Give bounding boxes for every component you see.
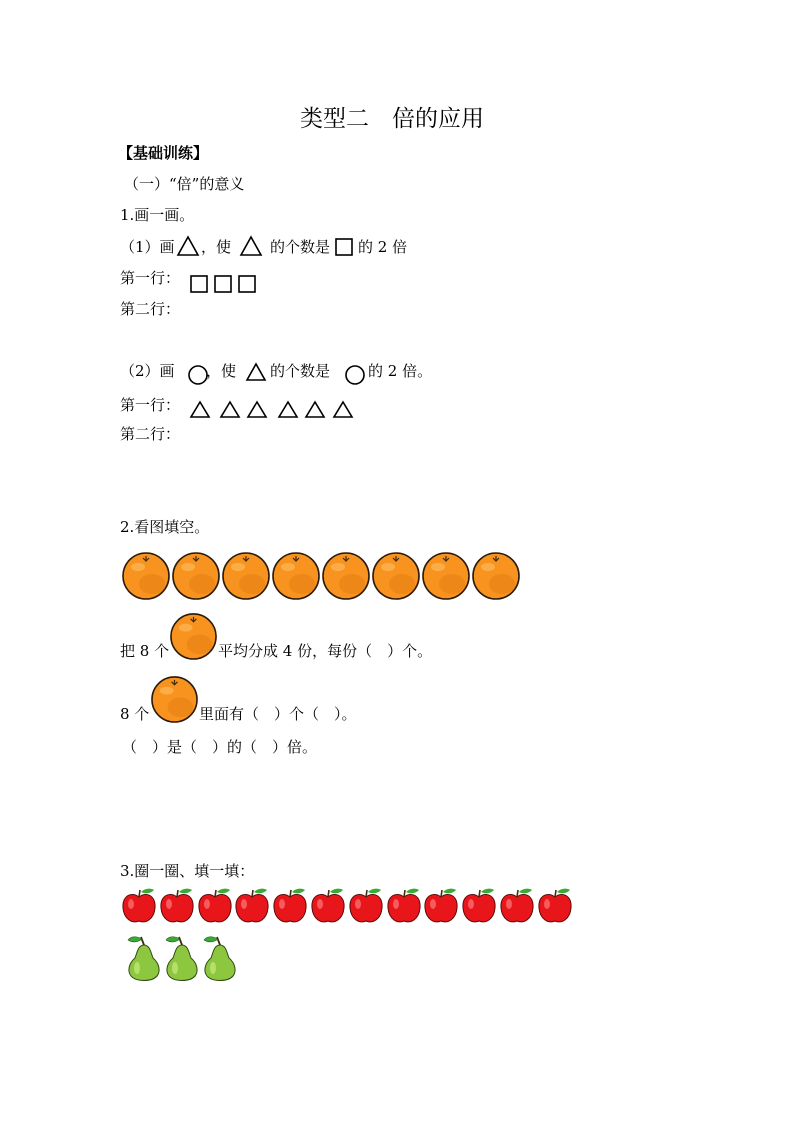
orange-icon bbox=[150, 674, 199, 727]
apple-icon bbox=[197, 887, 233, 929]
orange-icon bbox=[471, 550, 521, 604]
q1s1-text-2: ，使 bbox=[201, 238, 232, 256]
apple-icon bbox=[272, 887, 308, 929]
orange-icon bbox=[371, 550, 421, 604]
square-icon bbox=[335, 238, 353, 256]
question-2-title: 2.看图填空。 bbox=[120, 518, 210, 536]
apple-icon bbox=[423, 887, 459, 929]
pear-icon bbox=[163, 935, 201, 987]
q1s2-text-3: 的个数是 bbox=[270, 362, 331, 380]
triangle-icon bbox=[278, 401, 298, 418]
apple-icon bbox=[537, 887, 573, 929]
q2-line2-b: 里面有（ ）个（ ）。 bbox=[199, 705, 357, 723]
apple-icon bbox=[348, 887, 384, 929]
q2-line1-a: 把 8 个 bbox=[120, 642, 170, 660]
apple-icon bbox=[386, 887, 422, 929]
triangle-icon bbox=[305, 401, 325, 418]
section-heading: 【基础训练】 bbox=[118, 144, 209, 162]
circle-icon bbox=[188, 365, 208, 385]
apple-icon bbox=[310, 887, 346, 929]
orange-icon bbox=[321, 550, 371, 604]
orange-icon bbox=[271, 550, 321, 604]
triangle-icon bbox=[190, 401, 210, 418]
q1s1-text-3: 的个数是 bbox=[270, 238, 331, 256]
pear-icon bbox=[201, 935, 239, 987]
part-heading: （一）“倍”的意义 bbox=[124, 175, 245, 193]
triangle-icon bbox=[240, 236, 262, 256]
orange-icon bbox=[221, 550, 271, 604]
q2-line1-b: 平均分成 4 份，每份（ ）个。 bbox=[218, 642, 433, 660]
q1s2-text-2: ，使 bbox=[206, 362, 237, 380]
q1s1-text-4: 的 2 倍 bbox=[358, 238, 408, 256]
q1s1-row1-label: 第一行： bbox=[120, 269, 181, 287]
square-icon bbox=[214, 275, 232, 293]
square-icon bbox=[238, 275, 256, 293]
orange-icon bbox=[171, 550, 221, 604]
orange-icon bbox=[421, 550, 471, 604]
orange-icon bbox=[169, 611, 218, 664]
pear-icon bbox=[125, 935, 163, 987]
apple-icon bbox=[499, 887, 535, 929]
triangle-icon bbox=[333, 401, 353, 418]
circle-icon bbox=[345, 365, 365, 385]
question-3-title: 3.圈一圈、填一填： bbox=[120, 862, 255, 880]
square-icon bbox=[190, 275, 208, 293]
q1s2-text-4: 的 2 倍。 bbox=[368, 362, 433, 380]
apple-icon bbox=[159, 887, 195, 929]
triangle-icon bbox=[177, 236, 199, 256]
q1s2-row2-label: 第二行： bbox=[120, 425, 181, 443]
q2-line3: （ ）是（ ）的（ ）倍。 bbox=[122, 738, 318, 756]
apple-icon bbox=[121, 887, 157, 929]
apple-icon bbox=[461, 887, 497, 929]
q1s1-row2-label: 第二行： bbox=[120, 300, 181, 318]
orange-icon bbox=[121, 550, 171, 604]
question-1-title: 1.画一画。 bbox=[120, 206, 195, 224]
q1s2-text-1: （2）画 bbox=[120, 362, 175, 380]
q1s2-row1-label: 第一行： bbox=[120, 396, 181, 414]
triangle-icon bbox=[247, 401, 267, 418]
apple-icon bbox=[234, 887, 270, 929]
triangle-icon bbox=[220, 401, 240, 418]
q1s1-text-1: （1）画 bbox=[120, 238, 175, 256]
q2-line2-a: 8 个 bbox=[120, 705, 150, 723]
page-title: 类型二 倍的应用 bbox=[300, 106, 484, 132]
triangle-icon bbox=[246, 363, 266, 381]
